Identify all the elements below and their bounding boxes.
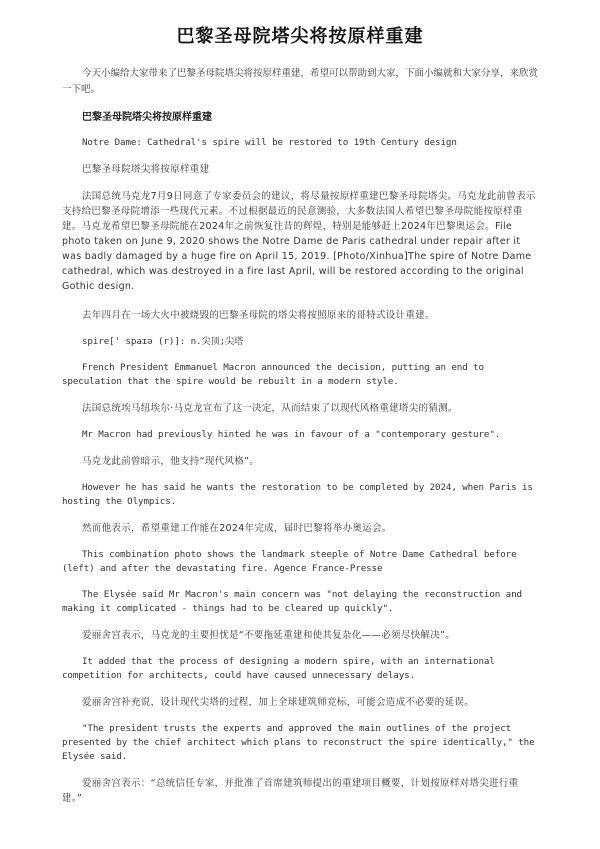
paragraph-en: It added that the process of designing a modern spire, with an international competition for architects, could have caused unnecessary delays. [62,656,495,681]
paragraph-en-headline: Notre Dame: Cathedral's spire will be restored to 19th Century design [82,137,457,148]
paragraph-cn: 爱丽舍宫补充说，设计现代尖塔的过程，加上全球建筑师竞标，可能会造成不必要的延误。 [82,697,475,708]
vocab-entry: spire[' spaɪə (r)]: n.尖顶;尖塔 [82,336,244,347]
paragraph-en: The Elysée said Mr Macron's main concern was "not delaying the reconstruction and making it complicated - things had to be cleared up quickly". [62,589,522,614]
paragraph-cn-headline: 巴黎圣母院塔尖将按原样重建 [82,164,210,175]
paragraph-cn: 然而他表示，希望重建工作能在2024年完成，届时巴黎将举办奥运会。 [82,523,392,534]
paragraph-cn: 马克龙此前曾暗示，他支持“现代风格”。 [82,456,260,467]
paragraph-en: Mr Macron had previously hinted he was in favour of a "contemporary gesture". [82,429,501,440]
paragraph-cn: 爱丽舍宫表示，马克龙的主要担忧是“不要拖延重建和使其复杂化——必须尽快解决”。 [82,630,456,641]
paragraph-en: This combination photo shows the landmark steeple of Notre Dame Cathedral before (left) and after the devastating fire. Agence France-Presse [62,549,517,574]
intro-paragraph: 今天小编给大家带来了巴黎圣母院塔尖将按原样重建，希望可以帮助到大家，下面小编就和大家分享，来欣赏一下吧。 [62,68,539,95]
paragraph-en: However he has said he wants the restoration to be completed by 2024, when Paris is hosting the Olympics. [62,482,533,507]
paragraph-cn: 爱丽舍宫表示：“总统信任专家，并批准了首席建筑师提出的重建项目概要，计划按原样对塔尖进行重建。” [62,778,519,804]
paragraph-en: "The president trusts the experts and approved the main outlines of the project presented by the chief architect which plans to reconstruct the spire identically," the Elysée said. [62,723,535,762]
page-title: 巴黎圣母院塔尖将按原样重建 [176,26,424,47]
paragraph-cn: 法国总统埃马纽埃尔·马克龙宣布了这一决定，从而结束了以现代风格重建塔尖的猜测。 [82,403,458,414]
paragraph-mixed-summary: 法国总统马克龙7月9日同意了专家委员会的建议，将尽量按原样重建巴黎圣母院塔尖。马克龙此前曾表示支持给巴黎圣母院增添一些现代元素。不过根据最近的民意测验，大多数法国人希望巴黎圣母院能按原样重建。马克龙希望巴黎圣母院能在2024年之前恢复往昔的辉煌，特别是能够赶上2024年巴黎奥运会。File photo taken on June 9, 2020 shows the Notre Dame de Paris cathedral under repair after it was badly damaged by a huge fire on April 15, 2019. [Photo/Xinhua]The spire of Notre Dame cathedral, which was destroyed in a fire last April, will be restored according to the original Gothic design. [62,191,536,292]
paragraph-en: French President Emmanuel Macron announced the decision, putting an end to speculation that the spire would be rebuilt in a modern style. [62,362,484,387]
paragraph-cn: 去年四月在一场大火中被烧毁的巴黎圣母院的塔尖将按照原来的哥特式设计重建。 [82,310,435,321]
section-subhead: 巴黎圣母院塔尖将按原样重建 [82,112,212,123]
